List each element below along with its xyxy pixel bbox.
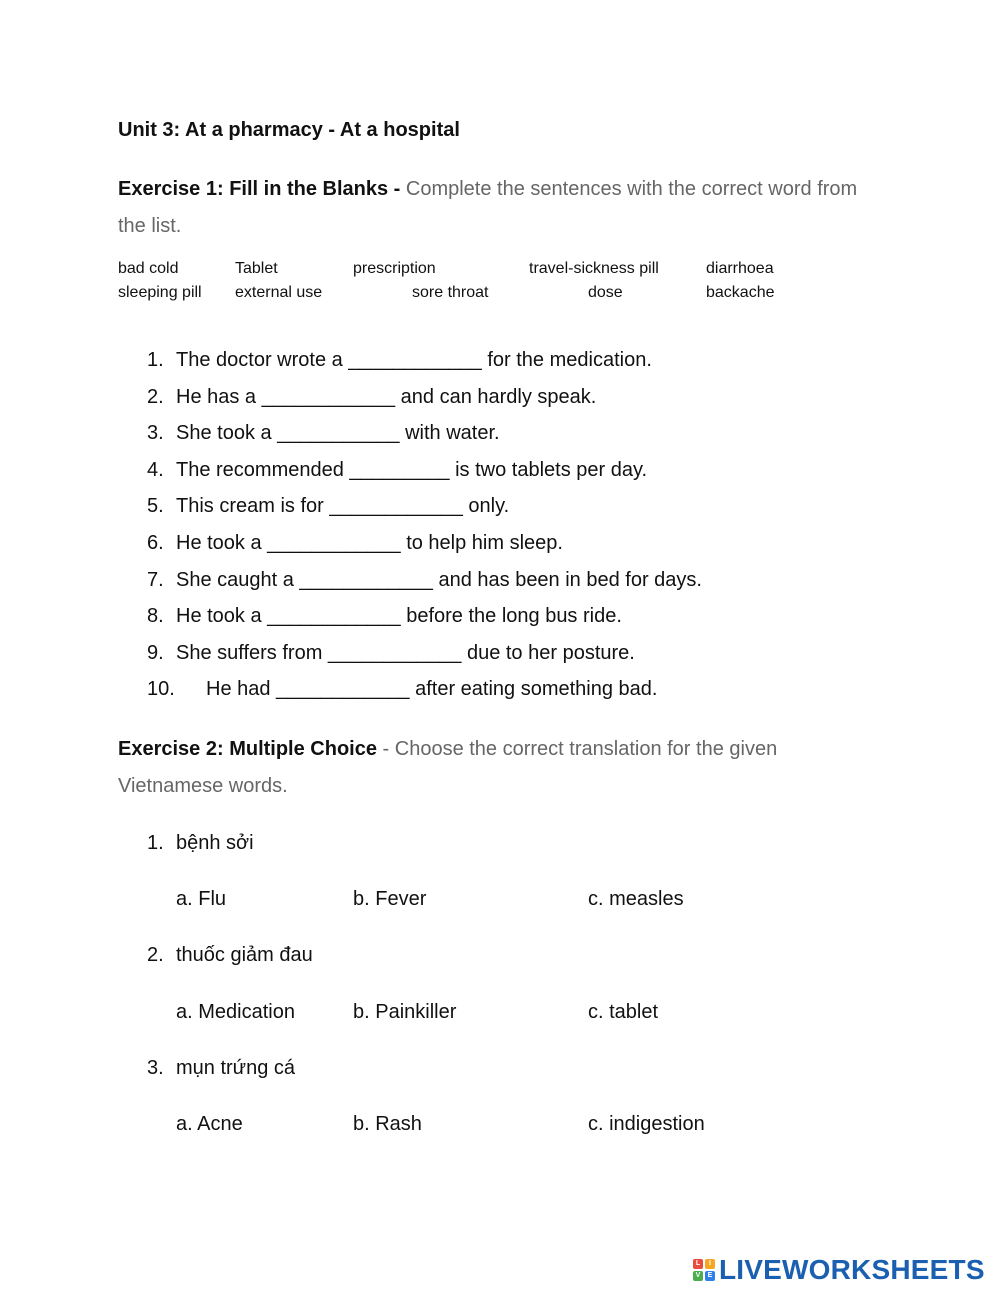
question-item [147,635,702,672]
question-item [147,562,702,599]
exercise-1-heading [118,171,878,245]
exercise-1-description: Complete the sentences with the correct word from the list. [118,178,858,237]
question-number: 9. [147,641,164,664]
question-text[interactable]: The doctor wrote a ____________ for the medication. [176,349,652,371]
liveworksheets-logo [693,1255,985,1285]
mc-option-b[interactable]: b. Painkiller [353,1001,457,1023]
question-number: 3. [147,422,164,445]
word-bank-item: backache [706,284,775,301]
question-item [147,452,702,489]
question-number: 1. [147,349,164,371]
mc-options [176,1113,876,1139]
word-bank-item: prescription [353,260,436,277]
question-text[interactable]: He took a ____________ to help him sleep. [176,531,563,554]
question-text[interactable]: This cream is for ____________ only. [176,495,510,518]
question-text[interactable]: He took a ____________ before the long bus ride. [176,605,622,628]
logo-mark-icon [693,1259,715,1281]
question-number: 7. [147,568,164,591]
question-item [147,598,702,635]
question-number: 1. [147,832,164,854]
mc-option-b[interactable]: b. Fever [353,888,427,910]
word-bank-row-2 [118,281,818,305]
word-bank-item: diarrhoea [706,260,774,277]
word-bank-item: dose [588,284,623,301]
exercise-1-questions [147,342,702,708]
logo-text: LIVEWORKSHEETS [719,1254,985,1285]
question-item [147,379,702,416]
mc-options [176,1001,876,1027]
logo-mark-tile: L [693,1259,703,1269]
question-text[interactable]: She caught a ____________ and has been in bed for days. [176,568,702,591]
word-bank-item: Tablet [235,260,278,277]
question-number: 6. [147,531,164,554]
mc-question [147,944,313,967]
logo-mark-tile: I [705,1259,715,1269]
word-bank-item: sleeping pill [118,284,202,301]
logo-mark-tile: V [693,1271,703,1281]
question-number: 8. [147,605,164,628]
question-text[interactable]: The recommended _________ is two tablets per day. [176,458,648,481]
mc-option-a[interactable]: a. Flu [176,888,227,910]
question-number: 2. [147,385,164,408]
question-text[interactable]: She took a ___________ with water. [176,422,500,445]
question-item [147,415,702,452]
exercise-2-title: Exercise 2: Multiple Choice [118,738,377,760]
question-item [147,488,702,525]
exercise-2-description: - Choose the correct translation for the given Vietnamese words. [118,738,778,797]
word-bank-item: travel-sickness pill [529,260,659,277]
mc-word: thuốc giảm đau [176,944,313,966]
mc-question [147,832,254,855]
question-text[interactable]: He has a ____________ and can hardly speak. [176,385,597,408]
mc-option-a[interactable]: a. Acne [176,1113,243,1135]
mc-question [147,1057,295,1080]
unit-title: Unit 3: At a pharmacy - At a hospital [118,119,460,141]
question-item [147,671,702,708]
question-item [147,525,702,562]
mc-option-a[interactable]: a. Medication [176,1001,295,1023]
mc-word: bệnh sởi [176,832,254,854]
word-bank-item: sore throat [412,284,489,301]
mc-options [176,888,876,914]
mc-option-c[interactable]: c. tablet [588,1001,659,1023]
word-bank-item: bad cold [118,260,179,277]
question-number: 2. [147,944,164,966]
exercise-2-heading [118,731,878,805]
word-bank [118,257,818,305]
question-text[interactable]: He had ____________ after eating something bad. [206,678,658,701]
question-number: 4. [147,458,164,481]
question-item [147,342,702,379]
question-number: 3. [147,1057,164,1079]
exercise-1-title: Exercise 1: Fill in the Blanks - [118,178,401,200]
question-number: 5. [147,495,164,518]
mc-word: mụn trứng cá [176,1057,295,1079]
mc-option-c[interactable]: c. indigestion [588,1113,705,1135]
question-number: 10. [147,678,175,701]
mc-option-b[interactable]: b. Rash [353,1113,422,1135]
mc-option-c[interactable]: c. measles [588,888,684,910]
word-bank-row-1 [118,257,818,281]
logo-mark-tile: E [705,1271,715,1281]
word-bank-item: external use [235,284,323,301]
question-text[interactable]: She suffers from ____________ due to her posture. [176,641,635,664]
